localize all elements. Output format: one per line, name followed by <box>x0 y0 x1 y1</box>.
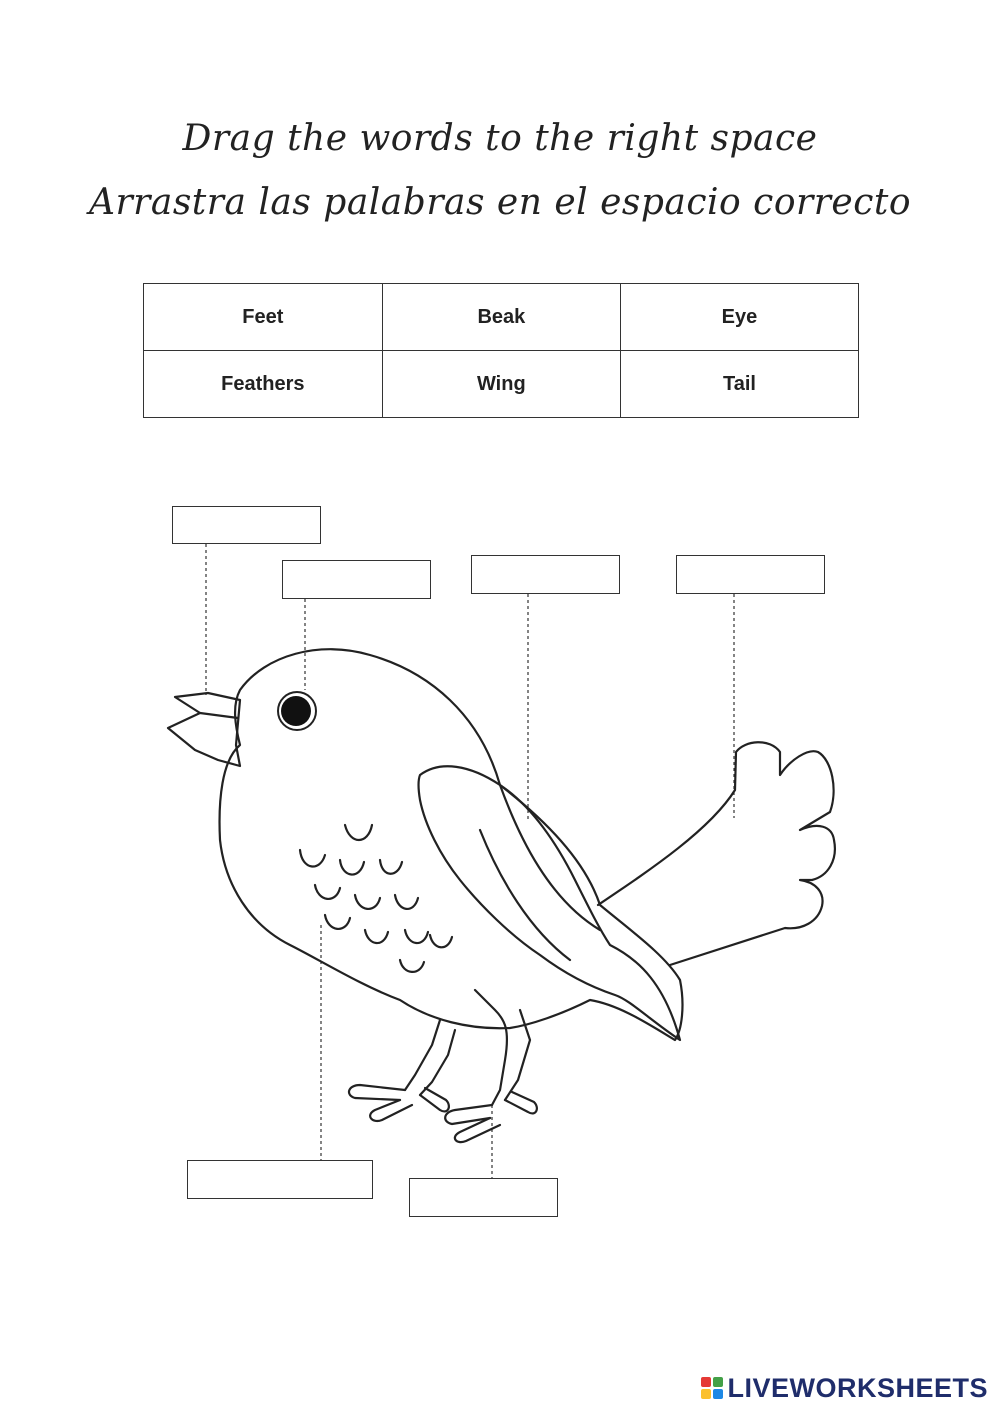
drop-box-beak[interactable] <box>172 506 321 544</box>
word-chip-wing[interactable]: Wing <box>382 351 620 418</box>
drop-box-wing[interactable] <box>471 555 620 594</box>
logo-square-green <box>713 1377 723 1387</box>
word-chip-eye[interactable]: Eye <box>620 284 858 351</box>
word-chip-feathers[interactable]: Feathers <box>144 351 383 418</box>
instruction-spanish: Arrastra las palabras en el espacio correcto <box>88 182 912 223</box>
liveworksheets-logo <box>701 1371 988 1405</box>
logo-icon <box>701 1377 723 1399</box>
instruction-english: Drag the words to the right space <box>182 118 818 159</box>
word-chip-feet[interactable]: Feet <box>144 284 383 351</box>
drop-box-tail[interactable] <box>676 555 825 594</box>
wing-outline <box>419 766 681 1040</box>
word-chip-beak[interactable]: Beak <box>382 284 620 351</box>
beak-shape <box>168 693 240 766</box>
logo-square-yellow <box>701 1389 711 1399</box>
drop-box-eye[interactable] <box>282 560 431 599</box>
logo-square-red <box>701 1377 711 1387</box>
feather-marks <box>300 825 452 972</box>
drop-box-feet[interactable] <box>409 1178 558 1217</box>
brand-name: LIVEWORKSHEETS <box>727 1372 988 1403</box>
logo-square-blue <box>713 1389 723 1399</box>
word-chip-tail[interactable]: Tail <box>620 351 858 418</box>
legs <box>349 990 537 1142</box>
leader-lines <box>206 544 734 1178</box>
drop-box-feathers[interactable] <box>187 1160 373 1199</box>
